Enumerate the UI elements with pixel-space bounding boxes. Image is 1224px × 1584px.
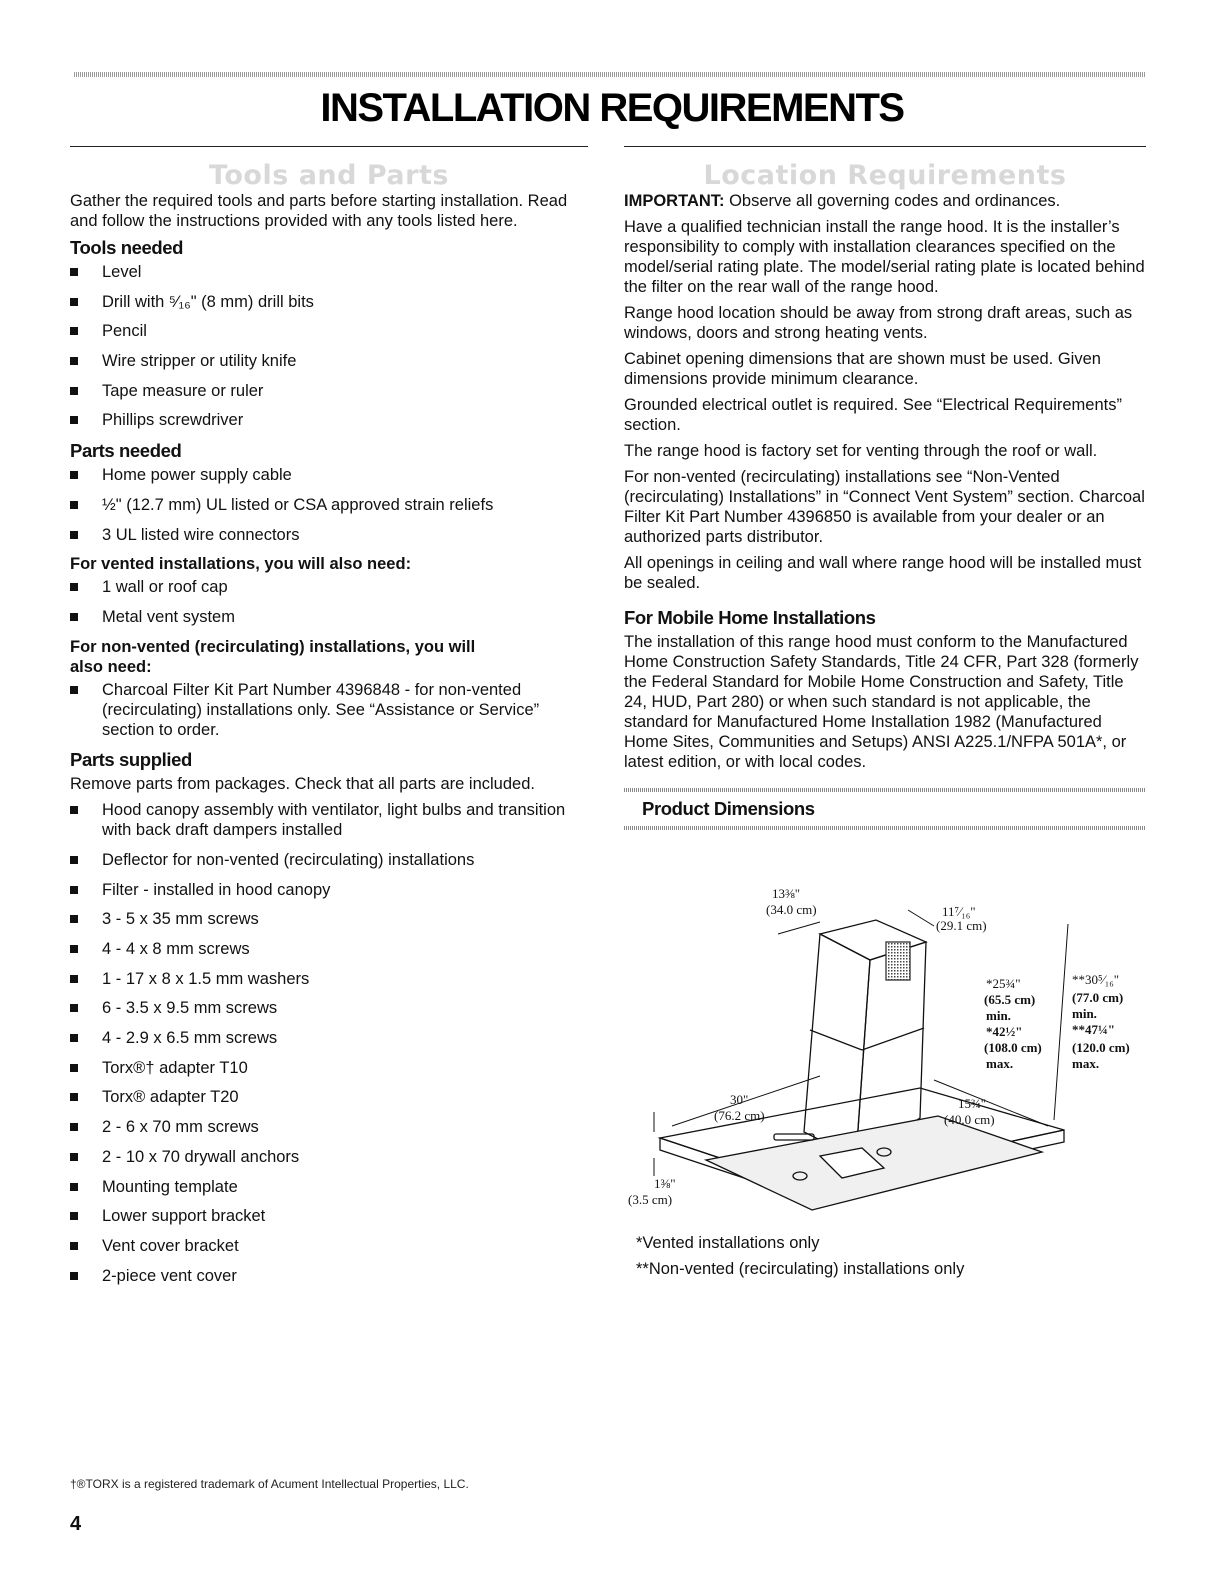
label-vented-max: *42½" (986, 1024, 1023, 1039)
mobile-home-heading: For Mobile Home Installations (624, 607, 876, 628)
label-vented-min: *25¾" (986, 976, 1021, 991)
list-item: Wire stripper or utility knife (70, 351, 588, 371)
label-thickness-cm: (3.5 cm) (628, 1192, 673, 1207)
list-item: 1 - 17 x 8 x 1.5 mm washers (70, 969, 588, 989)
tools-list (70, 262, 588, 430)
location-column (624, 146, 1146, 830)
list-item: 2 - 10 x 70 drywall anchors (70, 1147, 588, 1167)
list-item: ½" (12.7 mm) UL listed or CSA approved strain reliefs (70, 495, 588, 515)
label-depth: 15¾" (958, 1096, 987, 1111)
supplied-intro: Remove parts from packages. Check that all parts are included. (70, 775, 535, 794)
list-item: 3 - 5 x 35 mm screws (70, 909, 588, 929)
range-hood-dimensions-diagram (624, 880, 1146, 1230)
list-item: Deflector for non-vented (recirculating) installations (70, 850, 588, 870)
list-item: 4 - 4 x 8 mm screws (70, 939, 588, 959)
location-paragraph: For non-vented (recirculating) installations see “Non-Vented (recirculating) Installations” in “Connect Vent System” section. Charcoal Filter Kit Part Number 4396850 is available from your dealer or an authorized parts distributor. (624, 468, 1145, 546)
supplied-list (70, 800, 588, 1285)
label-depth-cm: (40.0 cm) (944, 1112, 995, 1127)
top-hatched-rule (74, 72, 1146, 77)
label-vented-max-cm: (108.0 cm) (984, 1040, 1042, 1055)
tools-intro: Gather the required tools and parts before starting installation. Read and follow the instructions provided with any tools listed here. (70, 192, 568, 230)
important-label: IMPORTANT: (624, 192, 725, 210)
nonvented-heading: For non-vented (recirculating) installations, you will also need: (70, 637, 476, 676)
vent-grille (886, 942, 910, 980)
label-nonvented-min: **30⁵⁄₁₆" (1072, 972, 1120, 987)
parts-supplied-heading: Parts supplied (70, 749, 192, 771)
product-dimensions-heading: Product Dimensions (642, 798, 815, 819)
trademark-footnote: †®TORX is a registered trademark of Acument Intellectual Properties, LLC. (70, 1477, 469, 1491)
list-item: 4 - 2.9 x 6.5 mm screws (70, 1028, 588, 1048)
list-item: Filter - installed in hood canopy (70, 880, 588, 900)
list-item: 3 UL listed wire connectors (70, 525, 588, 545)
list-item: Phillips screwdriver (70, 410, 588, 430)
list-item: Home power supply cable (70, 465, 588, 485)
location-paragraph: Have a qualified technician install the range hood. It is the installer’s responsibility to comply with installation clearances specified on the model/serial rating plate. The model/serial rating plate is located behind the filter on the rear wall of the range hood. (624, 218, 1145, 296)
parts-list (70, 465, 588, 544)
chimney-seam (862, 1028, 924, 1050)
location-paragraph: Grounded electrical outlet is required. See “Electrical Requirements” section. (624, 396, 1122, 434)
label-top-width: 13⅜" (772, 886, 801, 901)
dimension-arrow (908, 910, 934, 926)
label-vented-max-label: max. (986, 1056, 1014, 1071)
list-item: 2-piece vent cover (70, 1266, 588, 1286)
nonvented-list (70, 680, 588, 740)
parts-needed-heading: Parts needed (70, 440, 182, 462)
location-paragraph: The range hood is factory set for venting through the roof or wall. (624, 442, 1098, 460)
list-item: Lower support bracket (70, 1206, 588, 1226)
control-panel (774, 1134, 814, 1140)
hatched-rule (624, 826, 1146, 830)
important-text: Observe all governing codes and ordinances. (724, 192, 1061, 210)
label-nonvented-max-label: max. (1072, 1056, 1100, 1071)
important-note (624, 191, 1146, 211)
list-item: 2 - 6 x 70 mm screws (70, 1117, 588, 1137)
list-item: 6 - 3.5 x 9.5 mm screws (70, 998, 588, 1018)
page-number: 4 (70, 1513, 82, 1535)
label-top-width-cm: (34.0 cm) (766, 902, 817, 917)
label-vented-min-label: min. (986, 1008, 1011, 1023)
list-item: Hood canopy assembly with ventilator, light bulbs and transition with back draft dampers installed (70, 800, 588, 840)
tools-needed-heading: Tools needed (70, 237, 184, 258)
chimney-seam (810, 1030, 862, 1050)
note-vented: *Vented installations only (636, 1234, 820, 1252)
list-item: Tape measure or ruler (70, 381, 588, 401)
label-vented-min-cm: (65.5 cm) (984, 992, 1036, 1007)
height-line (1054, 924, 1068, 1120)
list-item: 1 wall or roof cap (70, 577, 588, 597)
vented-list (70, 577, 588, 627)
chimney-front (804, 934, 870, 1158)
tools-and-parts-column (70, 146, 588, 1295)
label-width: 30" (730, 1092, 749, 1107)
divider (624, 146, 1146, 147)
label-nonvented-min-cm: (77.0 cm) (1072, 990, 1124, 1005)
product-dimensions-header (624, 788, 1146, 830)
label-top-depth: 11⁷⁄₁₆" (942, 904, 976, 919)
location-paragraph: All openings in ceiling and wall where range hood will be installed must be sealed. (624, 554, 1142, 592)
location-paragraph: Cabinet opening dimensions that are shown must be used. Given dimensions provide minimum clearance. (624, 350, 1101, 388)
label-width-cm: (76.2 cm) (714, 1108, 765, 1123)
note-nonvented: **Non-vented (recirculating) installations only (636, 1260, 965, 1278)
label-nonvented-max-cm: (120.0 cm) (1072, 1040, 1130, 1055)
list-item: Vent cover bracket (70, 1236, 588, 1256)
list-item: Torx®† adapter T10 (70, 1058, 588, 1078)
tools-and-parts-heading: Tools and Parts (209, 160, 449, 191)
vented-heading: For vented installations, you will also need: (70, 555, 412, 574)
list-item: Charcoal Filter Kit Part Number 4396848 - for non-vented (recirculating) installations only. See “Assistance or Service” section to order. (70, 680, 588, 740)
label-nonvented-max: **47¼" (1072, 1022, 1115, 1037)
list-item: Level (70, 262, 588, 282)
mobile-home-text: The installation of this range hood must conform to the Manufactured Home Construction Safety Standards, Title 24 CFR, Part 328 (formerly the Federal Standard for Mobile Home Construction and Safety, Title 24, HUD, Part 280) or when such standard is not applicable, the standard for Manufactured Home Installation 1982 (Manufactured Home Sites, Communities and Setups) ANSI A225.1/NFPA 501A*, or latest edition, or with local codes. (624, 633, 1139, 771)
label-thickness: 1⅜" (654, 1176, 676, 1191)
divider (70, 146, 588, 147)
label-top-depth-cm: (29.1 cm) (936, 918, 987, 933)
list-item: Torx® adapter T20 (70, 1087, 588, 1107)
page-title: INSTALLATION REQUIREMENTS (320, 86, 904, 130)
list-item: Metal vent system (70, 607, 588, 627)
location-paragraph: Range hood location should be away from strong draft areas, such as windows, doors and strong heating vents. (624, 304, 1133, 342)
location-requirements-heading: Location Requirements (703, 160, 1067, 191)
dimension-arrow (778, 922, 820, 934)
label-nonvented-min-label: min. (1072, 1006, 1097, 1021)
list-item: Drill with ⁵⁄₁₆" (8 mm) drill bits (70, 292, 588, 312)
list-item: Mounting template (70, 1177, 588, 1197)
list-item: Pencil (70, 321, 588, 341)
